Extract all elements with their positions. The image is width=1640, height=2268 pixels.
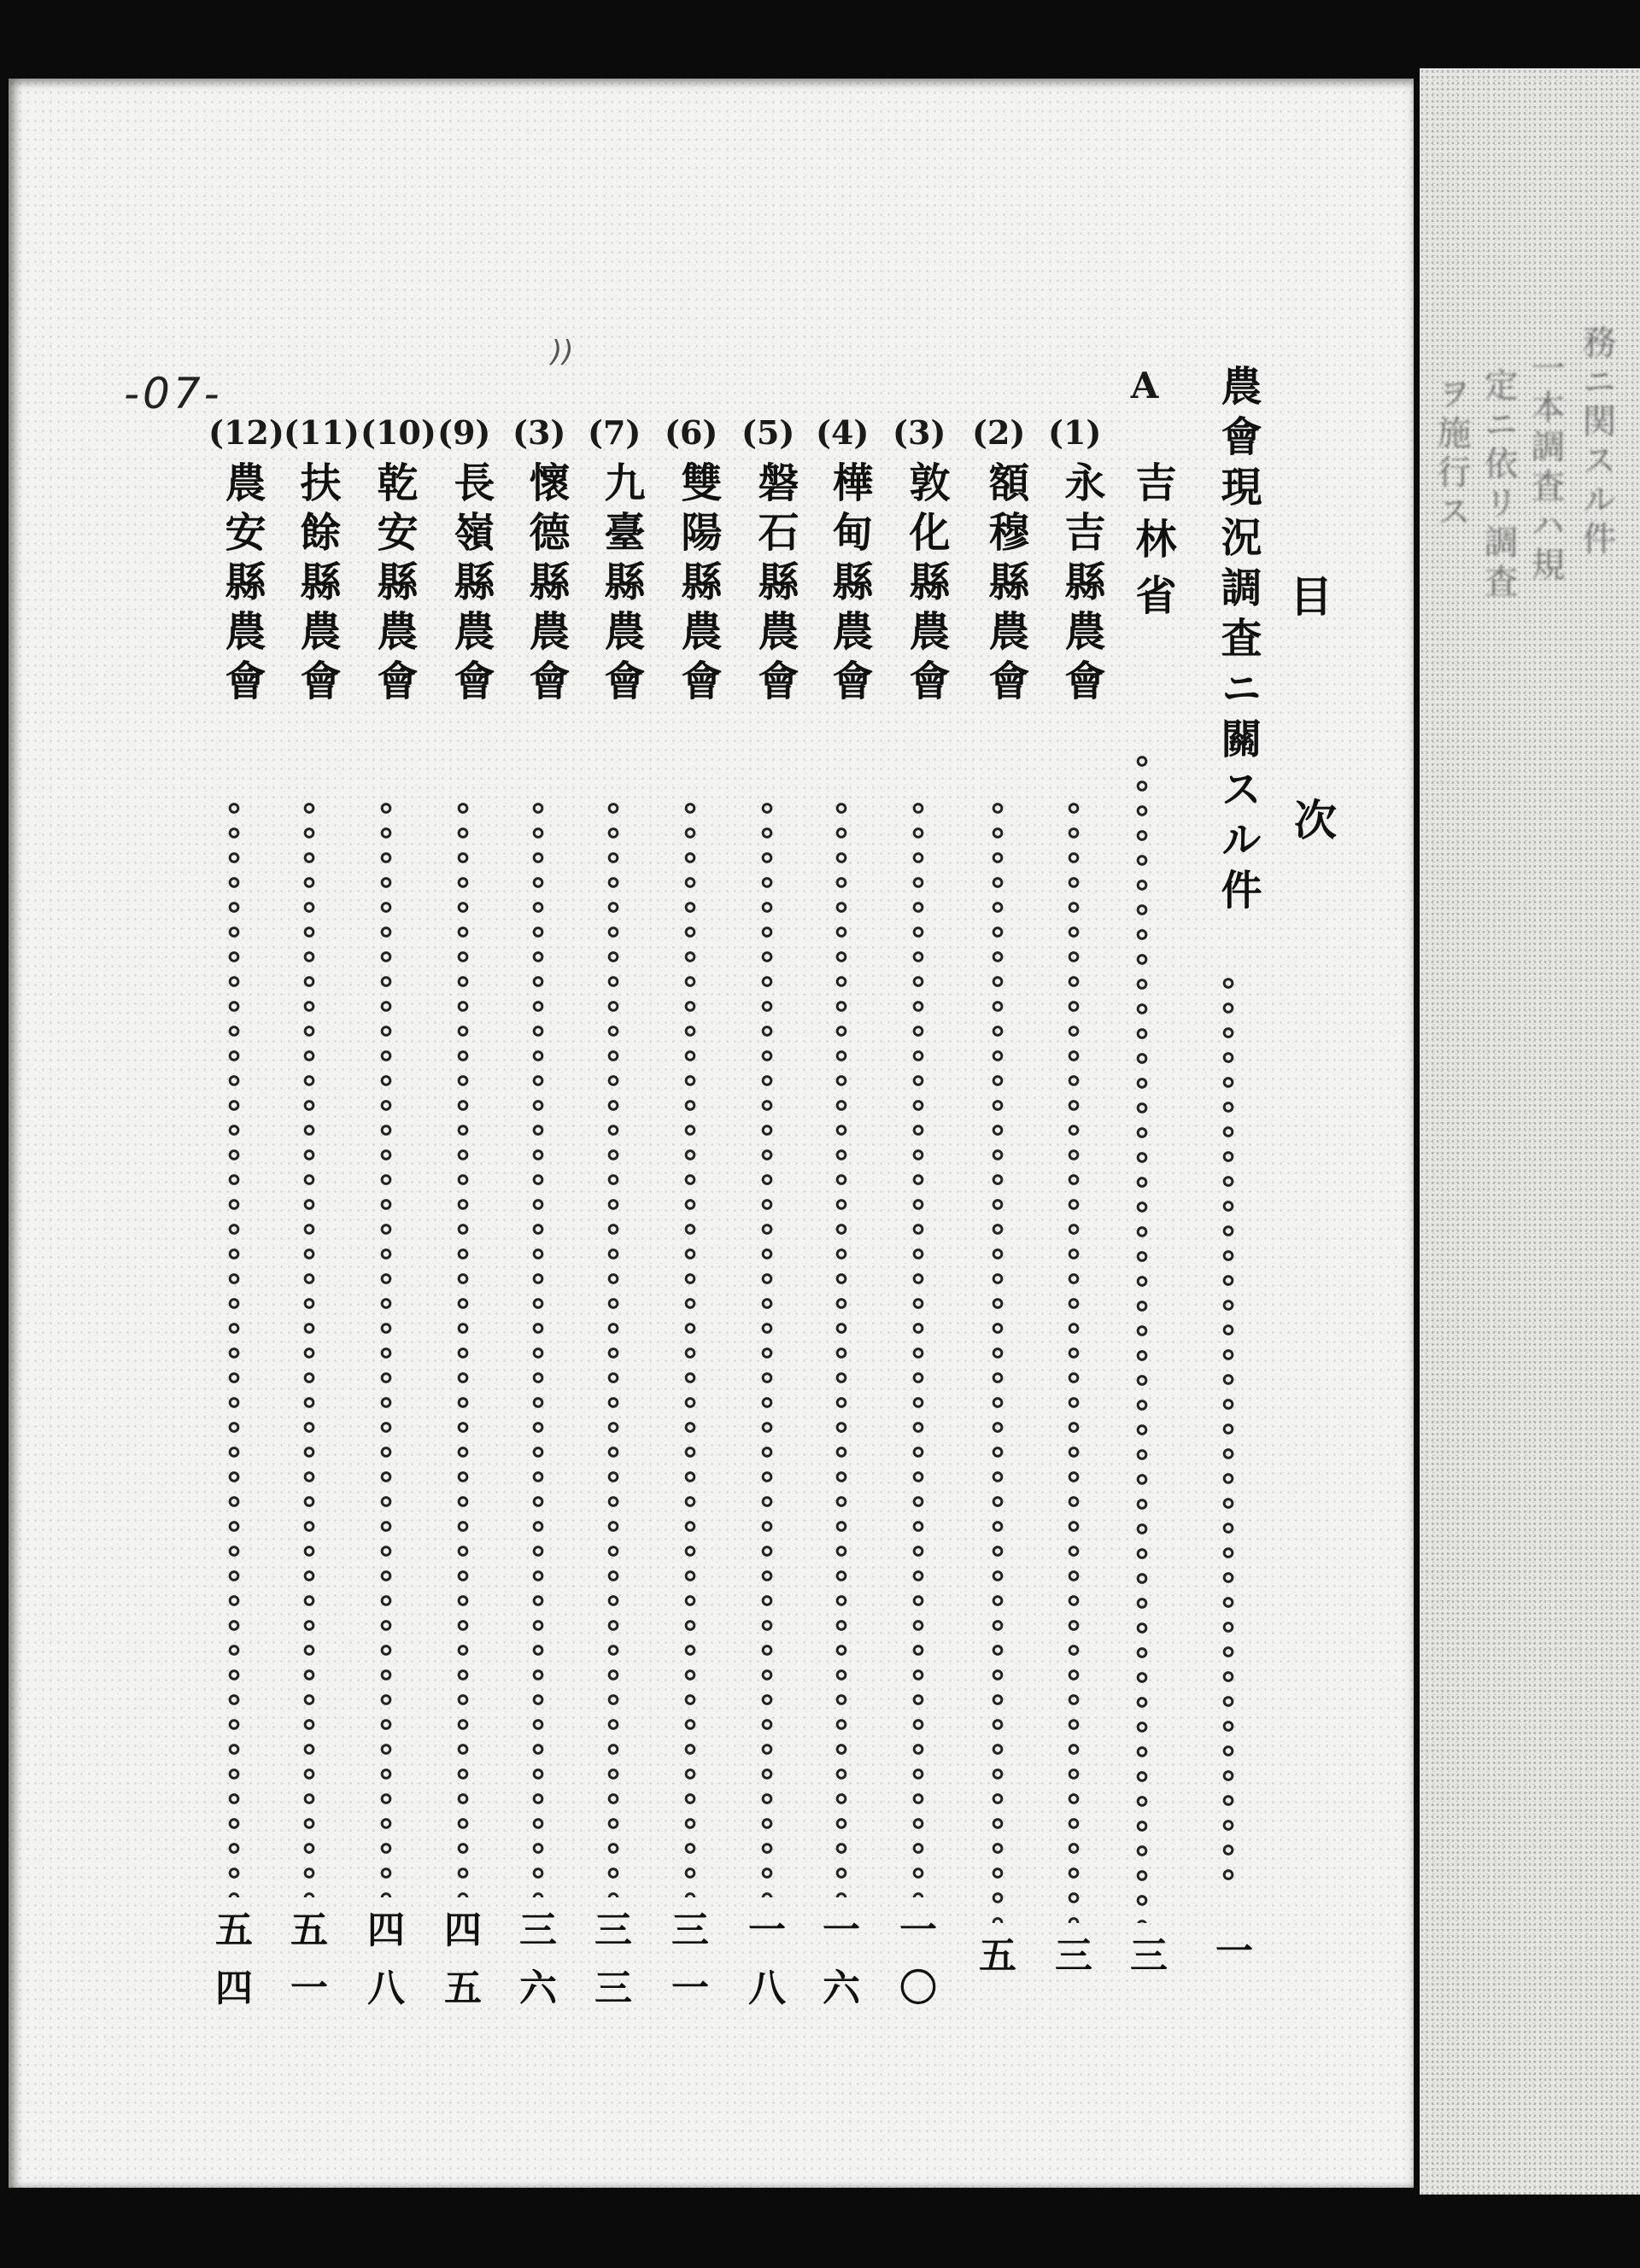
entry-page: 三 三 (594, 1909, 632, 2010)
title-moku: 目 (1283, 574, 1333, 617)
leader-dots (605, 796, 622, 1897)
leader-dots (758, 796, 776, 1897)
entry-name: 乾安縣農會 (370, 461, 418, 709)
bleed-column: 一本調査ハ規 (1526, 350, 1565, 586)
entry-number: (12) (208, 413, 284, 452)
leader-dots (682, 796, 699, 1897)
entry-page: 三 六 (519, 1909, 557, 2010)
adjacent-page-bleed (1420, 68, 1640, 2195)
entry-name: 九臺縣農會 (597, 461, 645, 709)
margin-mark: )) (551, 335, 574, 369)
entry-page: 一 〇 (899, 1909, 937, 2010)
entry-number: (10) (360, 413, 436, 452)
leader-dots (1133, 749, 1151, 1923)
entry-page: 一 六 (823, 1909, 860, 2010)
entry-number: (9) (437, 413, 491, 452)
entry-number: (7) (588, 413, 641, 452)
entry-number: (1) (1048, 413, 1102, 452)
entry-page: 一 八 (748, 1909, 786, 2010)
entry-number: (5) (741, 413, 795, 452)
entry-name: 額穆縣農會 (981, 461, 1029, 709)
entry-name: 永吉縣農會 (1057, 461, 1105, 709)
main-heading: 農會現況調査ニ關スル件 (1214, 365, 1262, 919)
entry-page: 五 (979, 1934, 1016, 1978)
entry-page: 三 (1055, 1934, 1092, 1978)
leader-dots (226, 796, 243, 1897)
leader-dots (301, 796, 318, 1897)
entry-number: (6) (665, 413, 718, 452)
entry-page: 四 八 (367, 1909, 405, 2010)
entry-page: 五 一 (290, 1909, 328, 2010)
entry-number: (3) (893, 413, 946, 452)
document-page (9, 79, 1414, 2188)
handwritten-page-number: -07- (124, 369, 223, 418)
entry-page: 四 五 (444, 1909, 482, 2010)
entry-name: 懷德縣農會 (522, 461, 570, 709)
entry-number: (11) (284, 413, 360, 452)
entry-name: 扶餘縣農會 (293, 461, 341, 709)
entry-name: 長嶺縣農會 (447, 461, 495, 709)
leader-dots (910, 796, 927, 1897)
entry-name: 雙陽縣農會 (674, 461, 722, 709)
leader-dots (989, 796, 1006, 1923)
bleed-column: 定ニ依リ調査 (1479, 367, 1518, 603)
entry-page: 五 四 (215, 1909, 253, 2010)
main-heading-page: 一 (1215, 1930, 1253, 1973)
entry-page: 三 一 (671, 1909, 709, 2010)
bleed-column: 務ニ関スル件 (1577, 324, 1616, 560)
leader-dots (378, 796, 395, 1897)
title-ji: 次 (1287, 798, 1338, 840)
entry-number: (4) (816, 413, 870, 452)
leader-dots (1065, 796, 1082, 1923)
entry-name: 農安縣農會 (218, 461, 266, 709)
leader-dots (833, 796, 850, 1897)
leader-dots (530, 796, 547, 1897)
leader-dots (454, 796, 472, 1897)
bleed-column: ヲ施行ス (1432, 376, 1471, 533)
section-name: 吉林省 (1128, 461, 1176, 630)
section-label: A (1130, 365, 1159, 406)
entry-number: (3) (512, 413, 566, 452)
section-page: 三 (1130, 1934, 1168, 1978)
leader-dots (1220, 971, 1237, 1893)
entry-name: 樺甸縣農會 (825, 461, 873, 709)
entry-name: 敦化縣農會 (902, 461, 950, 709)
entry-number: (2) (972, 413, 1026, 452)
entry-name: 磐石縣農會 (751, 461, 799, 709)
